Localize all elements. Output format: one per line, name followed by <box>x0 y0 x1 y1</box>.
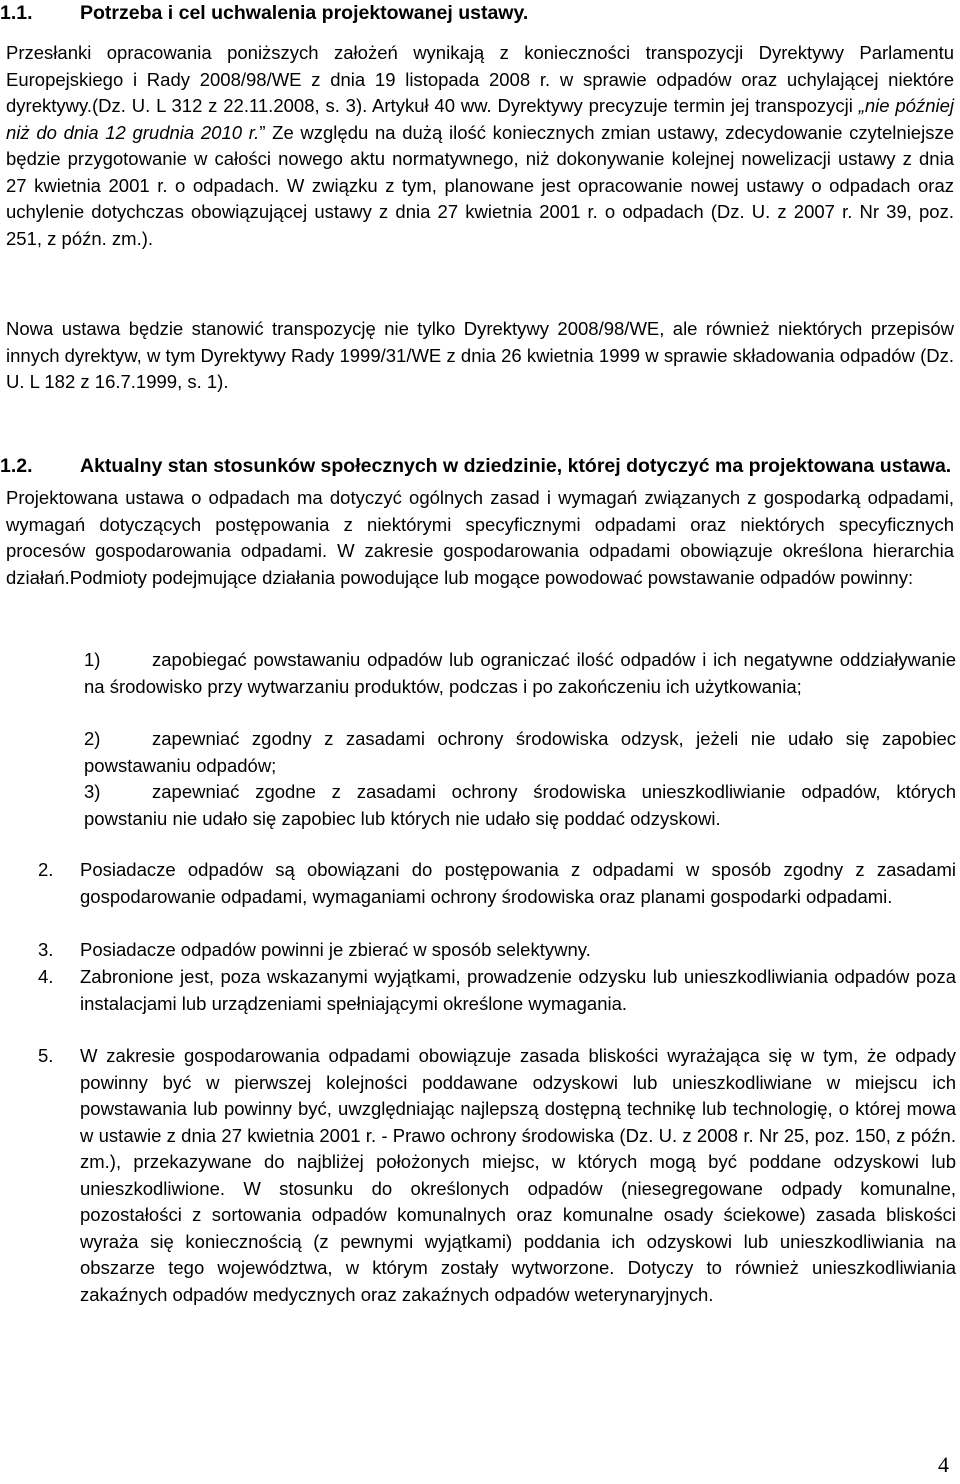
list-item <box>84 647 956 700</box>
list-label: 3) <box>84 781 101 802</box>
paragraph-new-law: Nowa ustawa będzie stanowić transpozycję nie tylko Dyrektywy 2008/98/WE, ale również niektórych przepisów innych dyrektyw, w tym Dyrektywy Rady 1999/31/WE z dnia 26 kwietnia 1999 w sprawie składowania odpadów (Dz. U. L 182 z 16.7.1999, s. 1). <box>6 318 954 392</box>
list-text: Posiadacze odpadów są obowiązani do postępowania z odpadami w sposób zgodny z zasadami gospodarowanie odpadami, wymaganiami ochrony środowiska oraz planami gospodarki odpadami. <box>80 859 956 907</box>
list-label: 3. <box>38 939 54 960</box>
list-text: W zakresie gospodarowania odpadami obowiązuje zasada bliskości wyrażająca się w tym, że odpady powinny być w pierwszej kolejności poddawane odzyskowi lub unieszkodliwiane w miejscu ich powstawania lub powinny być, uwzględniając najlepszą dostępną technikę lub technologię, o której mowa w ustawie z dnia 27 kwietnia 2001 r. - Prawo ochrony środowiska (Dz. U. z 2008 r. Nr 25, poz. 150, z późn. zm.), przekazywane do najbliżej położonych miejsc, w których mogą być poddane odzyskowi lub unieszkodliwione. W stosunku do określonych odpadów (niesegregowane odpady komunalne, pozostałości z sortowania odpadów komunalnych oraz komunalne osady ściekowe) zasada bliskości wyraża się koniecznością (z pewnymi wyjątkami) poddania ich odzyskowi lub unieszkodliwiania na obszarze tego województwa, w którym zostały wytworzone. Dotyczy to również unieszkodliwiania zakaźnych odpadów medycznych oraz zakaźnych odpadów weterynaryjnych. <box>80 1045 956 1305</box>
list-label: 2) <box>84 728 101 749</box>
paragraph-text: ” Ze względu na dużą ilość koniecznych zmian ustawy, zdecydowanie czytelniejsze będzie przygotowanie w całości nowego aktu normatywnego, niż dokonywanie kolejnej nowelizacji ustawy z dnia 27 kwietnia 2001 r. o odpadach. W związku z tym, planowane jest opracowanie nowej ustawy o odpadach oraz uchylenie dotychczas obowiązującej ustawy z dnia 27 kwietnia 2001 r. o odpadach (Dz. U. z 2007 r. Nr 39, poz. 251, z późn. zm.). <box>6 121 954 249</box>
list-item <box>84 726 956 779</box>
paragraph-text: Przesłanki opracowania poniższych założeń wynikają z konieczności transpozycji Dyrektywy Parlamentu Europejskiego i Rady 2008/98/WE z dnia 19 listopada 2008 r. w sprawie odpadów oraz uchylającej niektóre dyrektywy.(Dz. U. L 312 z 22.11.2008, s. 3). Artykuł 40 ww. Dyrektywy precyzuje termin jej transpozycji <box>6 42 954 116</box>
list-label: 1) <box>84 649 101 670</box>
paragraph-current-state: Projektowana ustawa o odpadach ma dotyczyć ogólnych zasad i wymagań związanych z gospodarką odpadami, wymagań dotyczących postępowania z niektórymi specyficznymi odpadami oraz niektórych specyficznych procesów gospodarowania odpadami. W zakresie gospodarowania odpadami obowiązuje określona hierarchia działań.Podmioty podejmujące działania powodujące lub mogące powodować powstawanie odpadów powinny: <box>6 487 954 588</box>
list-text: zapewniać zgodny z zasadami ochrony środowiska odzysk, jeżeli nie udało się zapobiec powstawaniu odpadów; <box>84 728 956 776</box>
list-item <box>84 779 956 832</box>
italic-deadline: „nie później niż do dnia 12 grudnia 2010 r. <box>6 95 954 143</box>
section-number: 1.2. <box>0 455 33 477</box>
page-number: 4 <box>938 1452 949 1477</box>
section-title: Aktualny stan stosunków społecznych w dziedzinie, której dotyczyć ma projektowana ustawa. <box>80 455 952 477</box>
list-text: zapobiegać powstawaniu odpadów lub ograniczać ilość odpadów i ich negatywne oddziaływanie na środowisko przy wytwarzaniu produktów, podczas i po zakończeniu ich użytkowania; <box>84 649 956 697</box>
paragraph-transposition <box>6 40 954 252</box>
list-text: zapewniać zgodne z zasadami ochrony środowiska unieszkodliwianie odpadów, których powstaniu nie udało się zapobiec lub których nie udało się poddać odzyskowi. <box>84 781 956 829</box>
list-text: Posiadacze odpadów powinni je zbierać w sposób selektywny. <box>80 939 591 960</box>
section-number: 1.1. <box>0 2 33 24</box>
list-label: 5. <box>38 1045 54 1066</box>
list-label: 2. <box>38 859 54 880</box>
list-label: 4. <box>38 966 54 987</box>
section-title: Potrzeba i cel uchwalenia projektowanej ustawy. <box>80 2 529 24</box>
list-text: Zabronione jest, poza wskazanymi wyjątkami, prowadzenie odzysku lub unieszkodliwiania odpadów poza instalacjami lub urządzeniami spełniającymi określone wymagania. <box>80 966 956 1014</box>
